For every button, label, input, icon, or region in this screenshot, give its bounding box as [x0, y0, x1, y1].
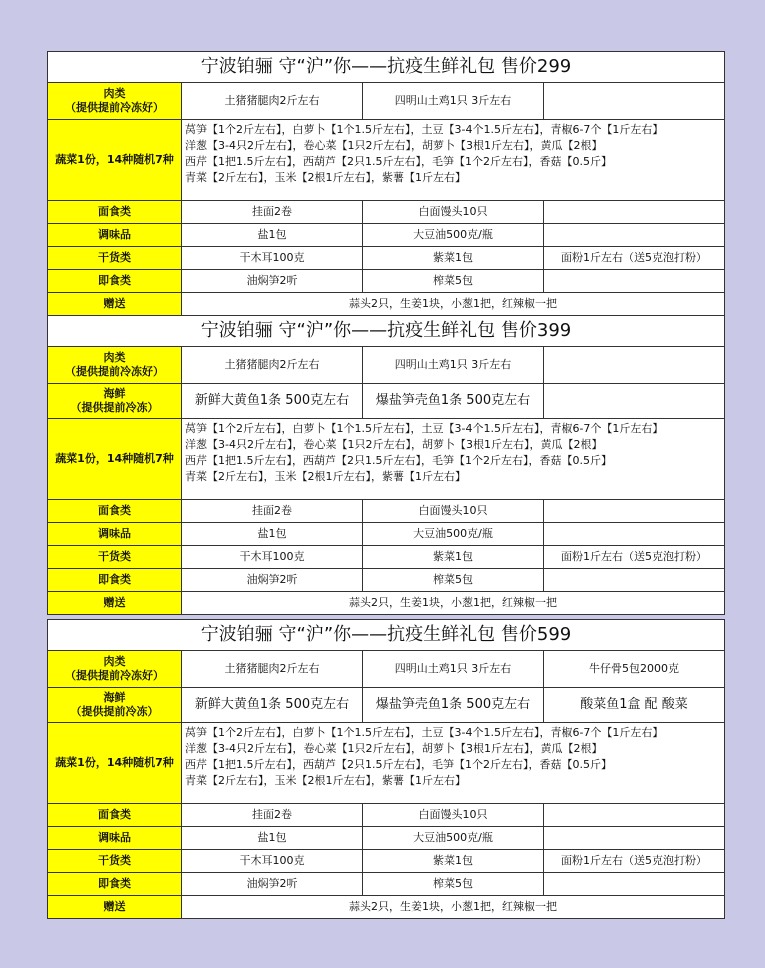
item-cell: 土猪猪腿肉2斤左右: [182, 651, 363, 688]
table-row: [48, 804, 725, 827]
category-label: [48, 83, 182, 120]
category-label-line: （提供提前冷冻好）: [65, 365, 164, 378]
table-row: [48, 546, 725, 569]
item-cell: 榨菜5包: [363, 569, 544, 592]
vegetable-list: [182, 723, 725, 804]
item-cell: 爆盐笋壳鱼1条 500克左右: [363, 688, 544, 723]
category-label-line: 肉类: [103, 655, 126, 668]
category-label: [48, 569, 182, 592]
item-cell: [544, 827, 725, 850]
package-table: [47, 51, 724, 316]
item-cell: 挂面2卷: [182, 201, 363, 224]
item-cell: 紫菜1包: [363, 850, 544, 873]
gift-items: 蒜头2只，生姜1块，小葱1把，红辣椒一把: [182, 896, 725, 919]
vegetable-line: 莴笋【1个2斤左右】，白萝卜【1个1.5斤左右】，土豆【3-4个1.5斤左右】，青椒6-7个【1斤左右】: [185, 422, 664, 435]
item-cell: [544, 873, 725, 896]
package-title: 宁波铂骊 守“沪”你——抗疫生鲜礼包 售价399: [48, 316, 725, 347]
item-cell: 大豆油500克/瓶: [363, 224, 544, 247]
item-cell: 盐1包: [182, 523, 363, 546]
item-cell: 新鲜大黄鱼1条 500克左右: [182, 384, 363, 419]
item-cell: 爆盐笋壳鱼1条 500克左右: [363, 384, 544, 419]
item-cell: 干木耳100克: [182, 247, 363, 270]
category-label: [48, 688, 182, 723]
category-label: [48, 224, 182, 247]
item-cell: 土猪猪腿肉2斤左右: [182, 347, 363, 384]
item-cell: [544, 201, 725, 224]
vegetable-line: 青菜【2斤左右】，玉米【2根1斤左右】，紫薯【1斤左右】: [185, 470, 466, 483]
item-cell: 榨菜5包: [363, 873, 544, 896]
item-cell: [544, 270, 725, 293]
table-row: [48, 419, 725, 500]
table-row: [48, 523, 725, 546]
table-row: [48, 723, 725, 804]
item-cell: 盐1包: [182, 224, 363, 247]
table-row: [48, 688, 725, 723]
category-label-line: 海鲜: [103, 387, 126, 400]
category-label: [48, 523, 182, 546]
category-label-line: 赠送: [103, 297, 126, 310]
item-cell: 干木耳100克: [182, 850, 363, 873]
item-cell: [544, 804, 725, 827]
table-row: [48, 569, 725, 592]
vegetable-line: 洋葱【3-4只2斤左右】，卷心菜【1只2斤左右】，胡萝卜【3根1斤左右】，黄瓜【2根】: [185, 139, 603, 152]
item-cell: 四明山土鸡1只 3斤左右: [363, 347, 544, 384]
vegetable-line: 青菜【2斤左右】，玉米【2根1斤左右】，紫薯【1斤左右】: [185, 774, 466, 787]
category-label: [48, 723, 182, 804]
category-label-line: 蔬菜1份，14种随机7种: [55, 153, 174, 166]
category-label-line: 干货类: [98, 854, 131, 867]
item-cell: 四明山土鸡1只 3斤左右: [363, 651, 544, 688]
package-title: 宁波铂骊 守“沪”你——抗疫生鲜礼包 售价599: [48, 620, 725, 651]
category-label: [48, 651, 182, 688]
package-title: 宁波铂骊 守“沪”你——抗疫生鲜礼包 售价299: [48, 52, 725, 83]
table-row: [48, 120, 725, 201]
item-cell: 土猪猪腿肉2斤左右: [182, 83, 363, 120]
table-row: [48, 592, 725, 615]
item-cell: 榨菜5包: [363, 270, 544, 293]
category-label: [48, 896, 182, 919]
vegetable-line: 洋葱【3-4只2斤左右】，卷心菜【1只2斤左右】，胡萝卜【3根1斤左右】，黄瓜【2根】: [185, 438, 603, 451]
gift-items: 蒜头2只，生姜1块，小葱1把，红辣椒一把: [182, 592, 725, 615]
item-cell: 油焖笋2听: [182, 270, 363, 293]
category-label-line: 海鲜: [103, 691, 126, 704]
item-cell: 大豆油500克/瓶: [363, 523, 544, 546]
item-cell: 四明山土鸡1只 3斤左右: [363, 83, 544, 120]
item-cell: [544, 347, 725, 384]
category-label-line: （提供提前冷冻）: [70, 401, 159, 414]
item-cell: 油焖笋2听: [182, 873, 363, 896]
vegetable-line: 洋葱【3-4只2斤左右】，卷心菜【1只2斤左右】，胡萝卜【3根1斤左右】，黄瓜【2根】: [185, 742, 603, 755]
table-row: [48, 651, 725, 688]
table-row: [48, 384, 725, 419]
category-label-line: 肉类: [103, 351, 126, 364]
category-label: [48, 827, 182, 850]
package-table: [47, 619, 724, 919]
gift-items: 蒜头2只，生姜1块，小葱1把，红辣椒一把: [182, 293, 725, 316]
category-label-line: 面食类: [98, 205, 131, 218]
category-label-line: 面食类: [98, 808, 131, 821]
item-cell: [544, 83, 725, 120]
category-label-line: 蔬菜1份，14种随机7种: [55, 452, 174, 465]
vegetable-line: 莴笋【1个2斤左右】，白萝卜【1个1.5斤左右】，土豆【3-4个1.5斤左右】，青椒6-7个【1斤左右】: [185, 726, 664, 739]
item-cell: 盐1包: [182, 827, 363, 850]
table-row: [48, 347, 725, 384]
category-label-line: 调味品: [98, 831, 131, 844]
vegetable-line: 莴笋【1个2斤左右】，白萝卜【1个1.5斤左右】，土豆【3-4个1.5斤左右】，青椒6-7个【1斤左右】: [185, 123, 664, 136]
category-label-line: 肉类: [103, 87, 126, 100]
vegetable-line: 西芹【1把1.5斤左右】，西葫芦【2只1.5斤左右】，毛笋【1个2斤左右】，香菇【0.5斤】: [185, 454, 612, 467]
category-label: [48, 500, 182, 523]
category-label-line: 干货类: [98, 251, 131, 264]
table-row: [48, 201, 725, 224]
table-row: [48, 873, 725, 896]
category-label-line: （提供提前冷冻）: [70, 705, 159, 718]
item-cell: [544, 523, 725, 546]
category-label-line: 调味品: [98, 228, 131, 241]
category-label: [48, 546, 182, 569]
item-cell: 新鲜大黄鱼1条 500克左右: [182, 688, 363, 723]
item-cell: [544, 569, 725, 592]
category-label-line: 调味品: [98, 527, 131, 540]
category-label: [48, 384, 182, 419]
item-cell: 紫菜1包: [363, 546, 544, 569]
category-label: [48, 347, 182, 384]
category-label: [48, 592, 182, 615]
category-label-line: 蔬菜1份，14种随机7种: [55, 756, 174, 769]
table-row: [48, 83, 725, 120]
table-row: [48, 500, 725, 523]
category-label: [48, 293, 182, 316]
table-row: [48, 896, 725, 919]
category-label-line: 即食类: [98, 573, 131, 586]
category-label: [48, 120, 182, 201]
package-grid: [47, 315, 725, 615]
vegetable-line: 西芹【1把1.5斤左右】，西葫芦【2只1.5斤左右】，毛笋【1个2斤左右】，香菇【0.5斤】: [185, 155, 612, 168]
item-cell: 白面馒头10只: [363, 804, 544, 827]
item-cell: [544, 500, 725, 523]
category-label-line: 即食类: [98, 877, 131, 890]
vegetable-line: 西芹【1把1.5斤左右】，西葫芦【2只1.5斤左右】，毛笋【1个2斤左右】，香菇【0.5斤】: [185, 758, 612, 771]
item-cell: 大豆油500克/瓶: [363, 827, 544, 850]
table-row: [48, 224, 725, 247]
package-grid: [47, 51, 725, 316]
item-cell: 挂面2卷: [182, 804, 363, 827]
item-cell: [544, 224, 725, 247]
category-label: [48, 804, 182, 827]
item-cell: 白面馒头10只: [363, 201, 544, 224]
item-cell: 酸菜鱼1盒 配 酸菜: [544, 688, 725, 723]
category-label-line: 面食类: [98, 504, 131, 517]
table-row: [48, 827, 725, 850]
vegetable-list: [182, 419, 725, 500]
category-label: [48, 873, 182, 896]
item-cell: 挂面2卷: [182, 500, 363, 523]
table-row: [48, 270, 725, 293]
package-table: [47, 315, 724, 615]
item-cell: 紫菜1包: [363, 247, 544, 270]
item-cell: 牛仔骨5包2000克: [544, 651, 725, 688]
vegetable-line: 青菜【2斤左右】，玉米【2根1斤左右】，紫薯【1斤左右】: [185, 171, 466, 184]
vegetable-list: [182, 120, 725, 201]
item-cell: 油焖笋2听: [182, 569, 363, 592]
table-row: [48, 247, 725, 270]
category-label-line: （提供提前冷冻好）: [65, 669, 164, 682]
category-label-line: （提供提前冷冻好）: [65, 101, 164, 114]
category-label-line: 赠送: [103, 596, 126, 609]
item-cell: 面粉1斤左右（送5克泡打粉）: [544, 247, 725, 270]
item-cell: 面粉1斤左右（送5克泡打粉）: [544, 850, 725, 873]
item-cell: 干木耳100克: [182, 546, 363, 569]
category-label: [48, 850, 182, 873]
category-label-line: 干货类: [98, 550, 131, 563]
category-label: [48, 419, 182, 500]
package-grid: [47, 619, 725, 919]
item-cell: 白面馒头10只: [363, 500, 544, 523]
category-label: [48, 270, 182, 293]
table-row: [48, 850, 725, 873]
category-label-line: 即食类: [98, 274, 131, 287]
item-cell: [544, 384, 725, 419]
category-label: [48, 247, 182, 270]
item-cell: 面粉1斤左右（送5克泡打粉）: [544, 546, 725, 569]
table-row: [48, 293, 725, 316]
category-label-line: 赠送: [103, 900, 126, 913]
category-label: [48, 201, 182, 224]
